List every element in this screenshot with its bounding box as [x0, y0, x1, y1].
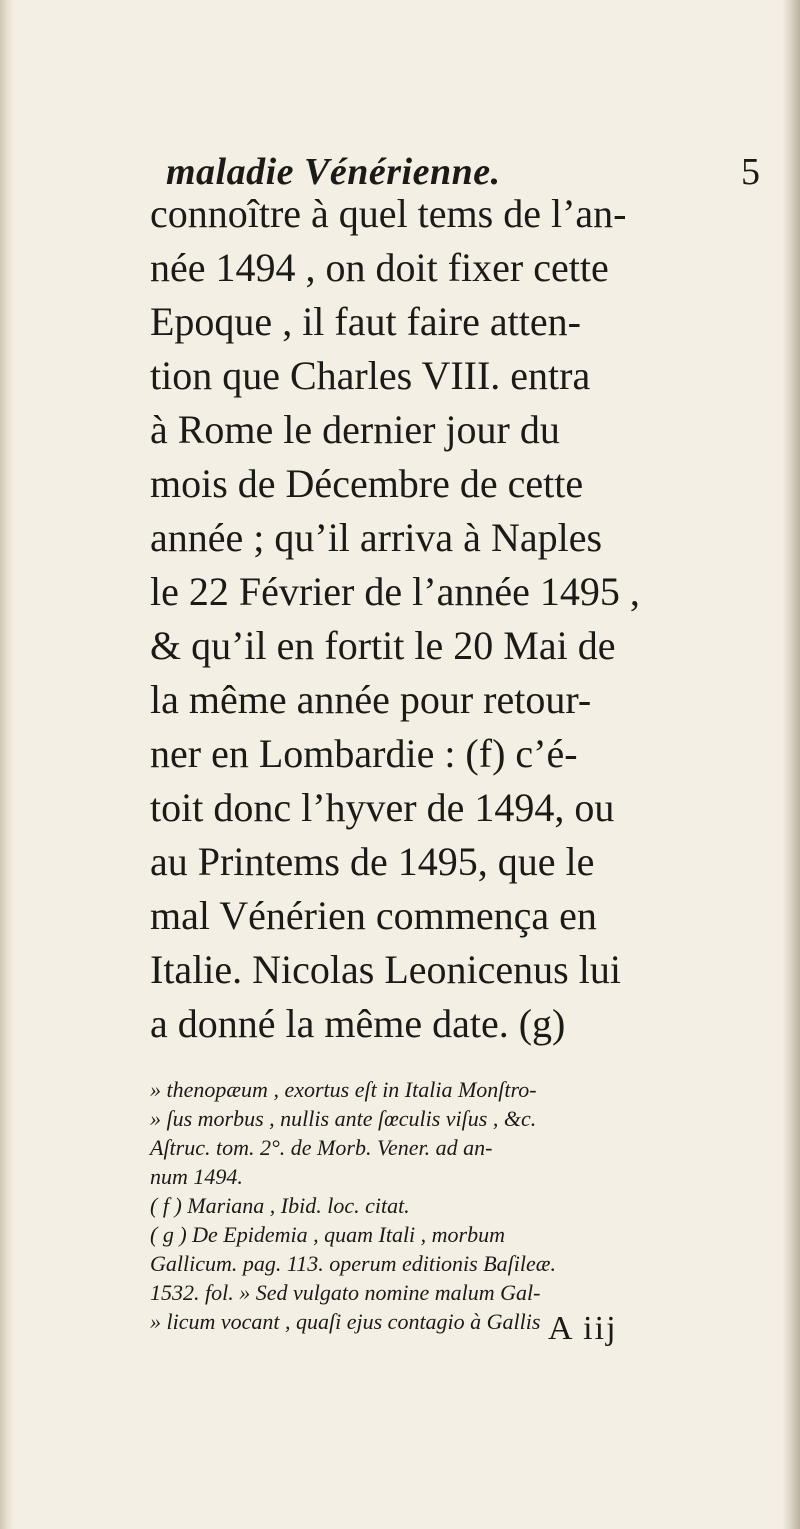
footnotes: [150, 1075, 760, 1336]
text-line: année ; qu’il arriva à Naples: [150, 515, 603, 560]
signature-mark: A iij: [548, 1310, 618, 1347]
text-line: connoître à quel tems de l’an-: [150, 191, 627, 236]
running-title: maladie Vénérienne.: [166, 151, 501, 193]
text-line: toit donc l’hyver de 1494, ou: [150, 785, 615, 830]
text-line: ner en Lombardie : (f) c’é-: [150, 731, 578, 776]
footnote-line: ( f ) Mariana , Ibid. loc. citat.: [150, 1193, 410, 1218]
footnote-line: » thenopæum , exortus eſt in Italia Monſtro-: [150, 1077, 537, 1102]
text-line: née 1494 , on doit fixer cette: [150, 245, 609, 290]
page-edge-right: [782, 0, 800, 1529]
footnote-line: Aſtruc. tom. 2°. de Morb. Vener. ad an-: [150, 1135, 493, 1160]
text-line: la même année pour retour-: [150, 677, 592, 722]
footnote-line: num 1494.: [150, 1164, 243, 1189]
footnote-line: 1532. fol. » Sed vulgato nomine malum Gal-: [150, 1280, 541, 1305]
text-line: a donné la même date. (g): [150, 1001, 566, 1046]
text-line: tion que Charles VIII. entra: [150, 353, 591, 398]
text-line: Epoque , il faut faire atten-: [150, 299, 581, 344]
text-line: mois de Décembre de cette: [150, 461, 584, 506]
footnote-line: Gallicum. pag. 113. operum editionis Baſileæ.: [150, 1251, 556, 1276]
footnote-line: » licum vocant , quaſi ejus contagio à Gallis: [150, 1309, 541, 1334]
page-edge-left: [0, 0, 14, 1529]
main-text: [150, 187, 760, 1051]
text-line: au Printems de 1495, que le: [150, 839, 595, 884]
text-line: mal Vénérien commença en: [150, 893, 597, 938]
footnote-line: » ſus morbus , nullis ante ſœculis viſus , &c.: [150, 1106, 537, 1131]
text-line: à Rome le dernier jour du: [150, 407, 560, 452]
page-number: 5: [741, 151, 760, 193]
text-line: Italie. Nicolas Leonicenus lui: [150, 947, 621, 992]
footnote-line: ( g ) De Epidemia , quam Itali , morbum: [150, 1222, 506, 1247]
text-line: & qu’il en fortit le 20 Mai de: [150, 623, 616, 668]
text-line: le 22 Février de l’année 1495 ,: [150, 569, 640, 614]
